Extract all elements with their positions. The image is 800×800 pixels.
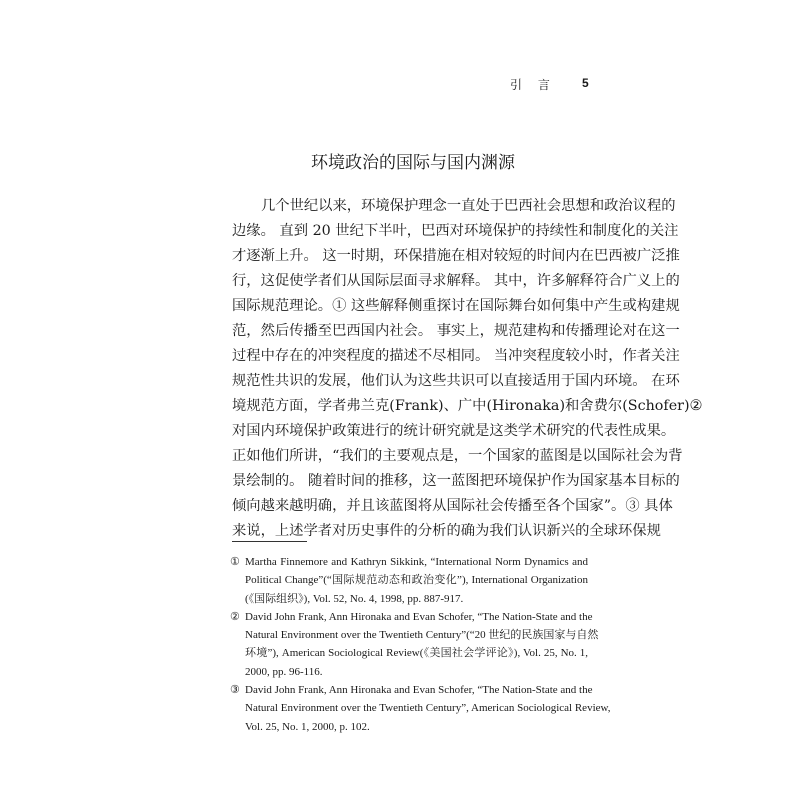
footnote-line: David John Frank, Ann Hironaka and Evan Schofer, “The Nation-State and the [245,610,593,623]
footnote-line: Political Change”(“国际规范动态和政治变化”), International Organization [245,574,588,587]
body-line: 规范性共识的发展，他们认为这些共识可以直接适用于国内环境。 在环 [232,373,680,389]
section-title: 环境政治的国际与国内渊源 [311,153,515,173]
footnote-line: 2000, pp. 96-116. [245,665,323,678]
footnote-line: (《国际组织》), Vol. 52, No. 4, 1998, pp. 887-917. [245,592,464,605]
footnote-divider [232,541,307,542]
footnote-marker: ① [230,556,240,568]
body-line: 国际规范理论。① 这些解释侧重探讨在国际舞台如何集中产生或构建规 [232,298,680,314]
body-line: 范，然后传播至巴西国内社会。 事实上，规范建构和传播理论对在这一 [232,323,680,339]
body-line: 来说，上述学者对历史事件的分析的确为我们认识新兴的全球环保规 [232,523,661,539]
footnote-line: Vol. 25, No. 1, 2000, p. 102. [245,720,370,733]
footnotes [230,553,611,736]
running-head: 引 言 [510,78,556,92]
footnote-line: 环境”), American Sociological Review(《美国社会学评论》), Vol. 25, No. 1, [245,647,588,660]
footnote-line: David John Frank, Ann Hironaka and Evan Schofer, “The Nation-State and the [245,684,593,697]
footnote [232,553,588,608]
footnote-marker: ② [230,610,240,623]
footnote-marker: ③ [230,684,240,697]
body-paragraph [232,196,703,546]
footnote [230,608,599,681]
body-line: 境规范方面，学者弗兰克(Frank)、广中(Hironaka)和舍费尔(Schofer)② [232,398,703,414]
body-line: 对国内环境保护政策进行的统计研究就是这类学术研究的代表性成果。 [232,423,676,439]
footnote-line: Natural Environment over the Twentieth Century”(“20 世纪的民族国家与自然 [245,629,599,642]
footnote-line: Natural Environment over the Twentieth Century”, American Sociological Review, [245,702,611,715]
body-line: 正如他们所讲，“我们的主要观点是，一个国家的蓝图是以国际社会为背 [232,448,683,464]
body-line: 才逐渐上升。 这一时期，环保措施在相对较短的时间内在巴西被广泛推 [232,248,680,264]
footnote-line: Martha Finnemore and Kathryn Sikkink, “International Norm Dynamics and [245,556,588,568]
body-line: 景绘制的。 随着时间的推移，这一蓝图把环境保护作为国家基本目标的 [232,473,680,489]
footnote [230,681,611,736]
body-line: 过程中存在的冲突程度的描述不尽相同。 当冲突程度较小时，作者关注 [232,348,680,364]
body-line: 倾向越来越明确，并且该蓝图将从国际社会传播至各个国家”。③ 具体 [232,498,673,514]
body-line: 边缘。 直到 20 世纪下半叶，巴西对环境保护的持续性和制度化的关注 [232,223,679,239]
page-number: 5 [582,76,589,90]
body-line: 行，这促使学者们从国际层面寻求解释。 其中，许多解释符合广义上的 [232,273,680,289]
body-line: 几个世纪以来，环境保护理念一直处于巴西社会思想和政治议程的 [261,198,676,214]
